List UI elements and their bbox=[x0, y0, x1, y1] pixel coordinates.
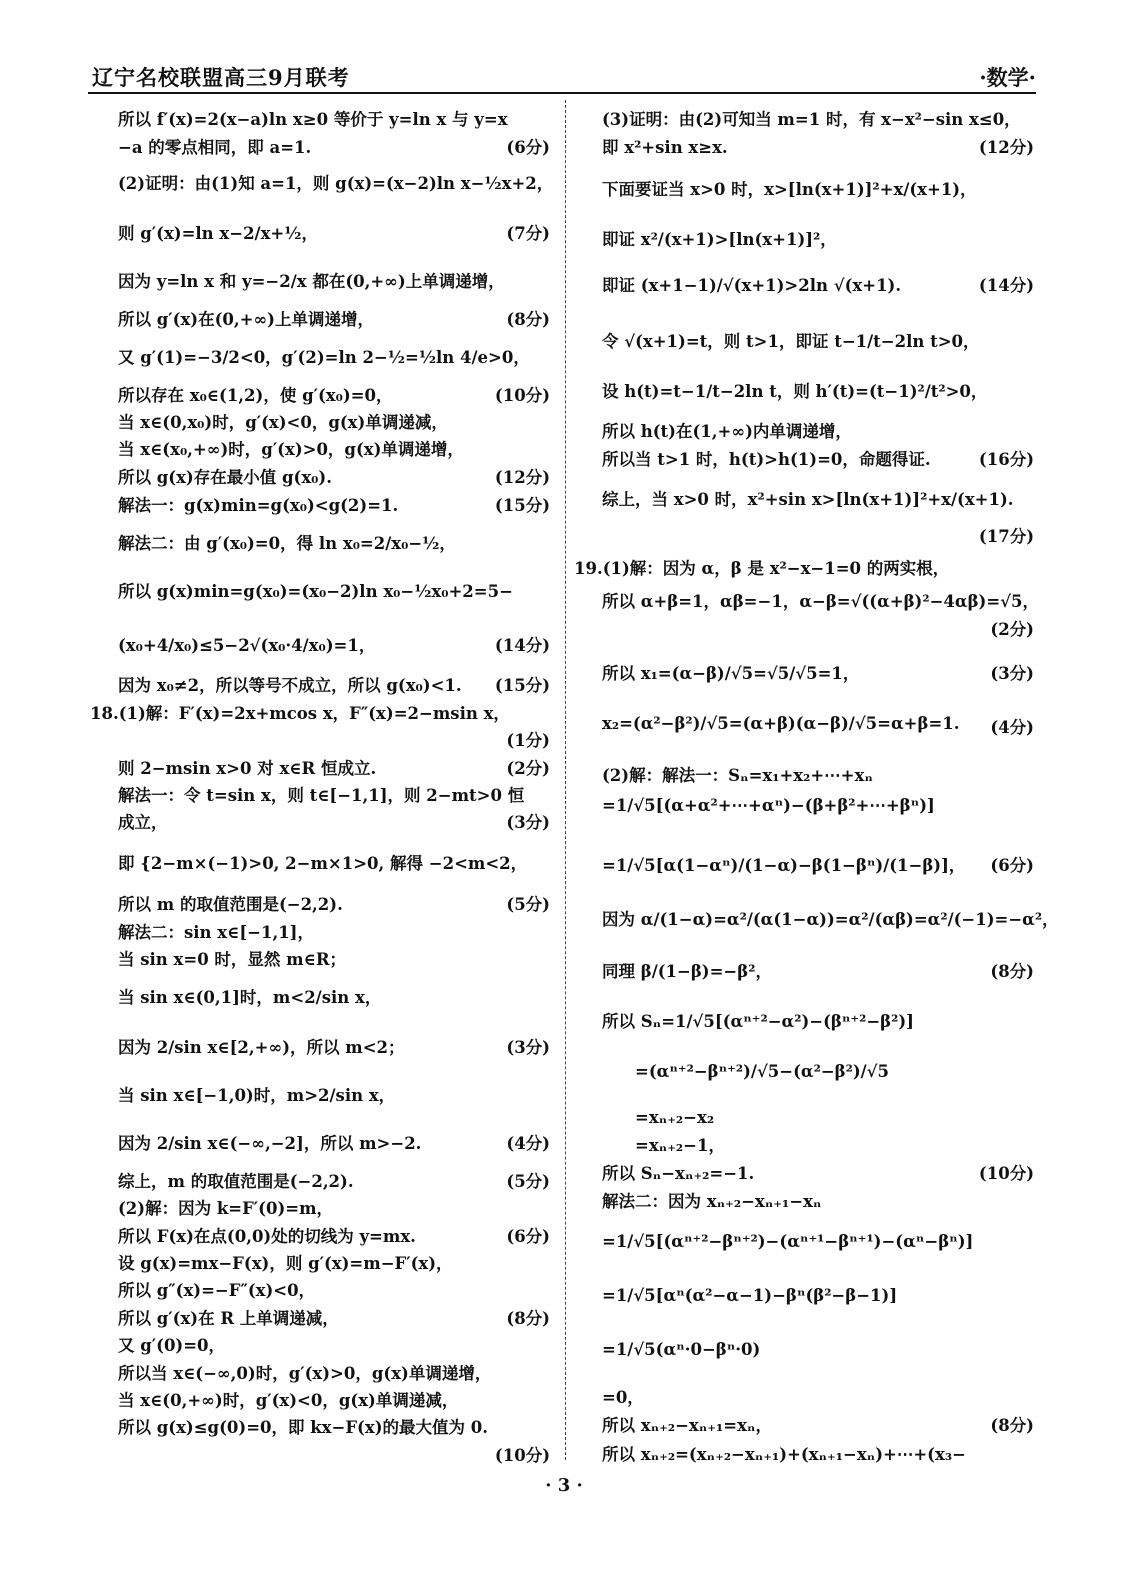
solution-line: 解法二：由 g′(x₀)=0，得 ln x₀=2/x₀−½， bbox=[118, 534, 456, 553]
score-mark: (6分) bbox=[990, 856, 1034, 875]
solution-line: =1/√5(αⁿ·0−βⁿ·0) bbox=[602, 1340, 761, 1359]
solution-line: −a 的零点相同，即 a=1. bbox=[118, 138, 312, 157]
score-mark: (7分) bbox=[506, 224, 550, 243]
solution-line: 所以存在 x₀∈(1,2)，使 g′(x₀)=0， bbox=[118, 386, 393, 405]
score-mark: (4分) bbox=[990, 718, 1034, 737]
score-mark: (3分) bbox=[506, 813, 550, 832]
page-header-subject: ·数学· bbox=[979, 65, 1036, 90]
solution-line: 所以 g(x)≤g(0)=0，即 kx−F(x)的最大值为 0. bbox=[118, 1418, 488, 1437]
solution-line: 下面要证当 x>0 时，x>[ln(x+1)]²+x/(x+1)， bbox=[602, 180, 977, 199]
solution-line: 即证 (x+1−1)/√(x+1)>2ln √(x+1). bbox=[602, 276, 902, 295]
score-mark: (14分) bbox=[494, 636, 550, 655]
score-mark: (6分) bbox=[506, 1227, 550, 1246]
solution-line: 因为 x₀≠2，所以等号不成立，所以 g(x₀)<1. bbox=[118, 676, 462, 695]
solution-line: =xₙ₊₂−x₂ bbox=[602, 1108, 715, 1127]
solution-line: 解法一：g(x)min=g(x₀)<g(2)=1. bbox=[118, 496, 399, 515]
score-mark: (3分) bbox=[506, 1038, 550, 1057]
solution-line: =1/√5[(α+α²+⋯+αⁿ)−(β+β²+⋯+βⁿ)] bbox=[602, 796, 935, 815]
solution-line: 所以 g′(x)在(0,+∞)上单调递增， bbox=[118, 310, 374, 329]
score-mark: (2分) bbox=[990, 620, 1034, 639]
solution-line: 所以 f′(x)=2(x−a)ln x≥0 等价于 y=ln x 与 y=x bbox=[118, 110, 508, 129]
solution-line: 所以 h(t)在(1,+∞)内单调递增， bbox=[602, 422, 852, 441]
score-mark: (8分) bbox=[506, 1309, 550, 1328]
solution-line: 当 x∈(0,x₀)时，g′(x)<0，g(x)单调递减， bbox=[118, 413, 448, 432]
solution-line: =1/√5[αⁿ(α²−α−1)−βⁿ(β²−β−1)] bbox=[602, 1286, 898, 1305]
solution-line: (2)解：解法一：Sₙ=x₁+x₂+⋯+xₙ bbox=[602, 766, 873, 785]
score-mark: (15分) bbox=[494, 496, 550, 515]
solution-line: 所以 g′(x)在 R 上单调递减， bbox=[118, 1309, 339, 1328]
solution-line: 所以 Sₙ=1/√5[(αⁿ⁺²−α²)−(βⁿ⁺²−β²)] bbox=[602, 1012, 914, 1031]
header-rule bbox=[88, 92, 1036, 94]
score-mark: (16分) bbox=[978, 450, 1034, 469]
solution-line: =1/√5[α(1−αⁿ)/(1−α)−β(1−βⁿ)/(1−β)]， bbox=[602, 856, 966, 875]
solution-line: 当 sin x∈(0,1]时，m<2/sin x， bbox=[118, 988, 382, 1007]
solution-line: =(αⁿ⁺²−βⁿ⁺²)/√5−(α²−β²)/√5 bbox=[602, 1062, 889, 1081]
solution-line: 即证 x²/(x+1)>[ln(x+1)]²， bbox=[602, 230, 837, 249]
solution-line: 19.(1)解：因为 α，β 是 x²−x−1=0 的两实根， bbox=[574, 559, 950, 578]
score-mark: (17分) bbox=[978, 527, 1034, 546]
score-mark: (5分) bbox=[506, 1172, 550, 1191]
solution-line: 综上，当 x>0 时，x²+sin x>[ln(x+1)]²+x/(x+1). bbox=[602, 490, 1014, 509]
page-number: · 3 · bbox=[545, 1475, 583, 1496]
solution-line: 因为 2/sin x∈[2,+∞)，所以 m<2； bbox=[118, 1038, 405, 1057]
solution-line: 所以当 x∈(−∞,0)时，g′(x)>0，g(x)单调递增， bbox=[118, 1364, 492, 1383]
solution-line: =0， bbox=[602, 1388, 644, 1407]
score-mark: (12分) bbox=[978, 138, 1034, 157]
score-mark: (2分) bbox=[506, 759, 550, 778]
solution-line: 因为 y=ln x 和 y=−2/x 都在(0,+∞)上单调递增， bbox=[118, 272, 505, 291]
solution-line: 所以 Sₙ−xₙ₊₂=−1. bbox=[602, 1164, 755, 1183]
solution-line: 所以 m 的取值范围是(−2,2). bbox=[118, 895, 343, 914]
solution-line: (x₀+4/x₀)≤5−2√(x₀·4/x₀)=1， bbox=[118, 636, 376, 655]
solution-line: 解法二：sin x∈[−1,1]， bbox=[118, 923, 314, 942]
solution-line: 所以 g(x)存在最小值 g(x₀). bbox=[118, 468, 332, 487]
score-mark: (10分) bbox=[494, 1446, 550, 1465]
solution-line: 则 2−msin x>0 对 x∈R 恒成立. bbox=[118, 759, 377, 778]
score-mark: (12分) bbox=[494, 468, 550, 487]
solution-line: 又 g′(1)=−3/2<0，g′(2)=ln 2−½=½ln 4/e>0， bbox=[118, 348, 530, 367]
column-divider bbox=[565, 100, 566, 1460]
solution-line: 所以 α+β=1，αβ=−1，α−β=√((α+β)²−4αβ)=√5， bbox=[602, 592, 1040, 611]
score-mark: (1分) bbox=[506, 731, 550, 750]
solution-line: 所以 x₁=(α−β)/√5=√5/√5=1， bbox=[602, 664, 860, 683]
solution-line: 解法一：令 t=sin x，则 t∈[−1,1]，则 2−mt>0 恒 bbox=[118, 786, 525, 805]
solution-line: 所以 xₙ₊₂−xₙ₊₁=xₙ， bbox=[602, 1416, 772, 1435]
solution-line: x₂=(α²−β²)/√5=(α+β)(α−β)/√5=α+β=1. bbox=[602, 714, 960, 733]
solution-line: 所以 g″(x)=−F″(x)<0， bbox=[118, 1281, 316, 1300]
solution-line: 设 g(x)=mx−F(x)，则 g′(x)=m−F′(x)， bbox=[118, 1254, 453, 1273]
solution-line: =xₙ₊₂−1， bbox=[602, 1136, 725, 1155]
solution-line: (2)证明：由(1)知 a=1，则 g(x)=(x−2)ln x−½x+2， bbox=[118, 174, 554, 193]
solution-line: 又 g′(0)=0， bbox=[118, 1336, 226, 1355]
solution-line: 即 {2−m×(−1)>0, 2−m×1>0, 解得 −2<m<2， bbox=[118, 854, 528, 873]
solution-line: 所以 xₙ₊₂=(xₙ₊₂−xₙ₊₁)+(xₙ₊₁−xₙ)+⋯+(x₃− bbox=[602, 1445, 966, 1464]
solution-line: 当 sin x=0 时，显然 m∈R； bbox=[118, 950, 347, 969]
solution-line: 因为 2/sin x∈(−∞,−2]，所以 m>−2. bbox=[118, 1134, 422, 1153]
solution-line: 解法二：因为 xₙ₊₂−xₙ₊₁−xₙ bbox=[602, 1192, 822, 1211]
solution-line: 令 √(x+1)=t，则 t>1，即证 t−1/t−2ln t>0， bbox=[602, 332, 980, 351]
solution-line: 所以 g(x)min=g(x₀)=(x₀−2)ln x₀−½x₀+2=5− bbox=[118, 582, 513, 601]
score-mark: (8分) bbox=[990, 962, 1034, 981]
score-mark: (10分) bbox=[978, 1164, 1034, 1183]
score-mark: (6分) bbox=[506, 138, 550, 157]
solution-line: 所以 F(x)在点(0,0)处的切线为 y=mx. bbox=[118, 1227, 416, 1246]
solution-line: 综上，m 的取值范围是(−2,2). bbox=[118, 1172, 354, 1191]
solution-line: 当 sin x∈[−1,0)时，m>2/sin x， bbox=[118, 1086, 396, 1105]
score-mark: (4分) bbox=[506, 1134, 550, 1153]
solution-line: 成立， bbox=[118, 813, 168, 832]
page-header-title: 辽宁名校联盟高三9月联考 bbox=[92, 65, 350, 90]
solution-line: (3)证明：由(2)可知当 m=1 时，有 x−x²−sin x≤0， bbox=[602, 110, 1021, 129]
score-mark: (14分) bbox=[978, 276, 1034, 295]
solution-line: 当 x∈(0,+∞)时，g′(x)<0，g(x)单调递减， bbox=[118, 1391, 459, 1410]
score-mark: (3分) bbox=[990, 664, 1034, 683]
solution-line: 因为 α/(1−α)=α²/(α(1−α))=α²/(αβ)=α²/(−1)=−α²， bbox=[602, 910, 1059, 929]
solution-line: 即 x²+sin x≥x. bbox=[602, 138, 728, 157]
solution-line: 当 x∈(x₀,+∞)时，g′(x)>0，g(x)单调递增， bbox=[118, 440, 464, 459]
solution-line: 所以当 t>1 时，h(t)>h(1)=0，命题得证. bbox=[602, 450, 931, 469]
solution-line: 设 h(t)=t−1/t−2ln t，则 h′(t)=(t−1)²/t²>0， bbox=[602, 382, 988, 401]
solution-line: (2)解：因为 k=F′(0)=m， bbox=[118, 1199, 334, 1218]
score-mark: (8分) bbox=[506, 310, 550, 329]
score-mark: (5分) bbox=[506, 895, 550, 914]
solution-line: =1/√5[(αⁿ⁺²−βⁿ⁺²)−(αⁿ⁺¹−βⁿ⁺¹)−(αⁿ−βⁿ)] bbox=[602, 1232, 974, 1251]
solution-line: 同理 β/(1−β)=−β²， bbox=[602, 962, 772, 981]
score-mark: (15分) bbox=[494, 676, 550, 695]
solution-line: 18.(1)解：F′(x)=2x+mcos x，F″(x)=2−msin x， bbox=[90, 704, 510, 723]
solution-line: 则 g′(x)=ln x−2/x+½， bbox=[118, 224, 318, 243]
score-mark: (10分) bbox=[494, 386, 550, 405]
score-mark: (8分) bbox=[990, 1416, 1034, 1435]
